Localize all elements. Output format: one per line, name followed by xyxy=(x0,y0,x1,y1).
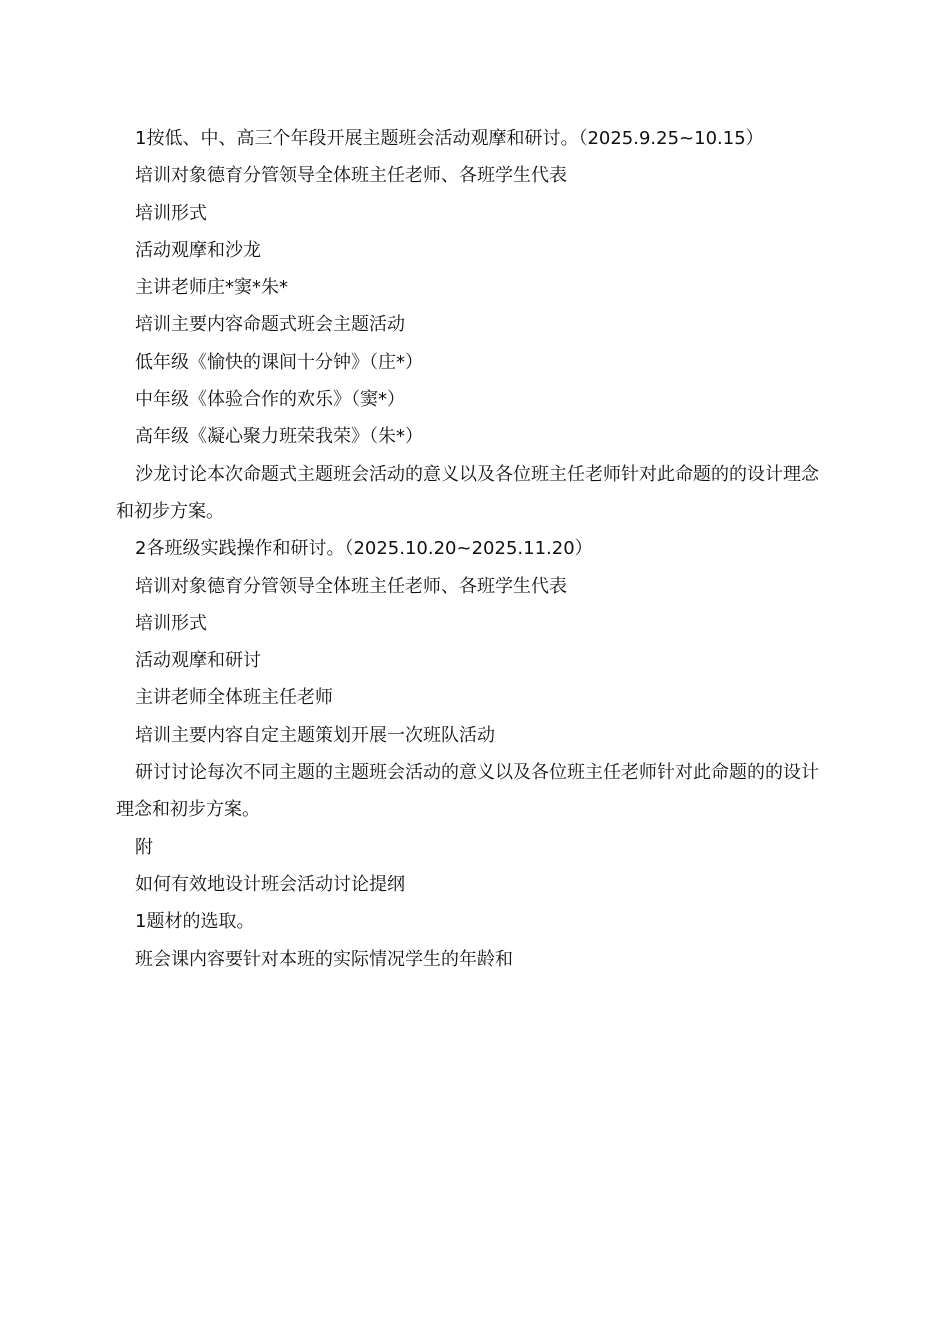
paragraph-middle-grade: 中年级《体验合作的欢乐》（窦*） xyxy=(135,389,405,411)
paragraph-topic-content: 班会课内容要针对本班的实际情况学生的年龄和 xyxy=(135,948,513,970)
paragraph-phase1-heading: 1按低、中、高三个年段开展主题班会活动观摩和研讨。（2025.9.25~10.15） xyxy=(135,128,764,149)
paragraph-phase2-heading: 2各班级实践操作和研讨。（2025.10.20~2025.11.20） xyxy=(135,538,593,560)
paragraph-phase2-audience: 培训对象德育分管领导全体班主任老师、各班学生代表 xyxy=(135,575,567,597)
paragraph-phase2-format: 活动观摩和研讨 xyxy=(135,650,261,672)
paragraph-appendix-label: 附 xyxy=(135,836,153,858)
paragraph-salon-discussion: 沙龙讨论本次命题式主题班会活动的意义以及各位班主任老师针对此命题的的设计理念和初步方案。 xyxy=(116,463,819,522)
paragraph-upper-grade: 高年级《凝心聚力班荣我荣》（朱*） xyxy=(135,426,423,448)
paragraph-phase1-presenters: 主讲老师庄*窦*朱* xyxy=(135,277,288,299)
paragraph-lower-grade: 低年级《愉快的课间十分钟》（庄*） xyxy=(135,351,423,373)
paragraph-phase1-audience: 培训对象德育分管领导全体班主任老师、各班学生代表 xyxy=(135,165,567,187)
paragraph-appendix-title: 如何有效地设计班会活动讨论提纲 xyxy=(135,873,405,895)
paragraph-phase1-format: 活动观摩和沙龙 xyxy=(135,239,261,261)
paragraph-phase1-format-label: 培训形式 xyxy=(135,202,207,224)
paragraph-phase2-presenters: 主讲老师全体班主任老师 xyxy=(135,687,333,709)
document-body xyxy=(116,120,836,978)
paragraph-phase2-content: 培训主要内容自定主题策划开展一次班队活动 xyxy=(135,724,495,746)
paragraph-phase2-format-label: 培训形式 xyxy=(135,612,207,634)
paragraph-phase1-content: 培训主要内容命题式班会主题活动 xyxy=(135,314,405,336)
paragraph-topic-selection: 1题材的选取。 xyxy=(135,911,255,933)
paragraph-phase2-discussion: 研讨讨论每次不同主题的主题班会活动的意义以及各位班主任老师针对此命题的的设计理念和初步方案。 xyxy=(116,762,819,821)
